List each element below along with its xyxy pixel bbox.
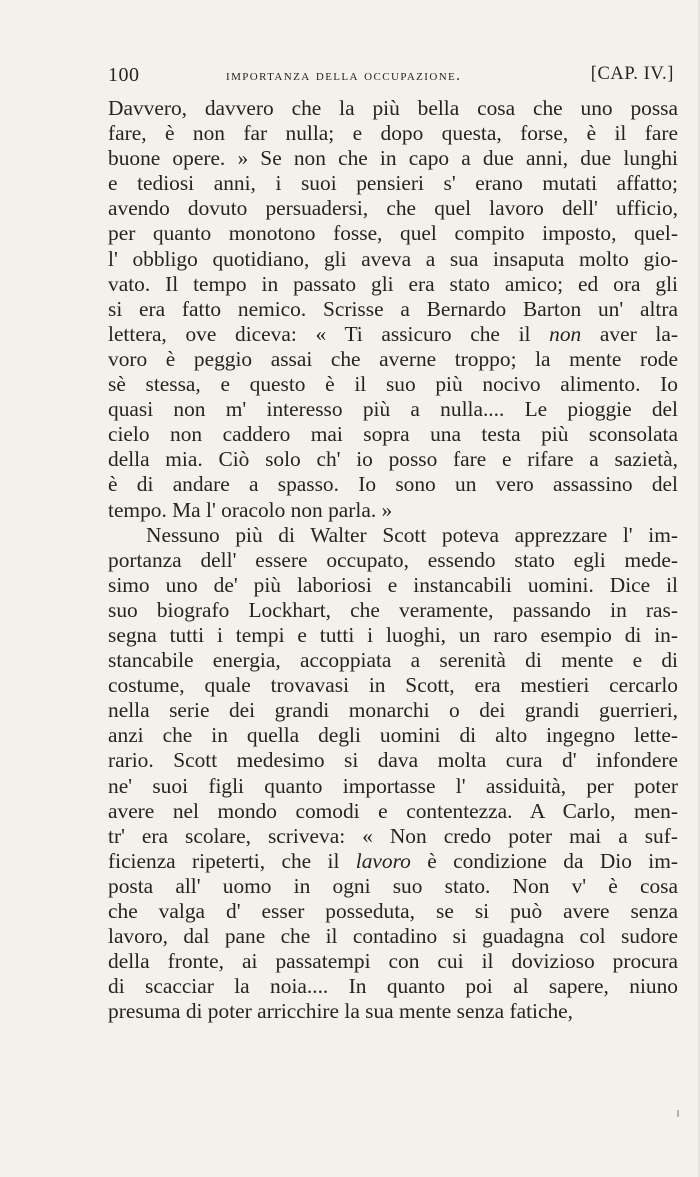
- text-line: ne' suoi figli quanto importasse l' assiduità, per poter: [108, 773, 678, 798]
- text-line: sè stessa, e questo è il suo più nocivo alimento. Io: [108, 372, 678, 397]
- paragraph-2: [108, 523, 678, 1025]
- text-line: cielo non caddero mai sopra una testa più sconsolata: [108, 422, 678, 447]
- text-line: segna tutti i tempi e tutti i luoghi, un raro esempio di in-: [108, 622, 678, 647]
- body-text: [108, 96, 678, 1024]
- text-line: buone opere. » Se non che in capo a due anni, due lunghi: [108, 146, 678, 171]
- text-line: vato. Il tempo in passato gli era stato amico; ed ora gli: [108, 271, 678, 296]
- text-line: presuma di poter arricchire la sua mente senza fatiche,: [108, 999, 574, 1024]
- text-line: simo uno de' più laboriosi e instancabili uomini. Dice il: [108, 572, 678, 597]
- text-line: di scacciar la noia.... In quanto poi al sapere, niuno: [108, 974, 678, 999]
- text-line-with-italic: [108, 849, 678, 874]
- text-line: lavoro, dal pane che il contadino si guadagna col sudore: [108, 924, 678, 949]
- paragraph-1: [108, 96, 678, 523]
- text-line: stancabile energia, accoppiata a serenità di mente e di: [108, 648, 678, 673]
- text-line: avendo dovuto persuadersi, che quel lavoro dell' ufficio,: [108, 196, 678, 221]
- text-line: voro è peggio assai che averne troppo; la mente rode: [108, 346, 678, 371]
- text-line: fare, è non far nulla; e dopo questa, forse, è il fare: [108, 121, 678, 146]
- page-number: 100: [108, 64, 140, 86]
- text-line: portanza dell' essere occupato, essendo stato egli mede-: [108, 547, 678, 572]
- text-line: nella serie dei grandi monarchi o dei grandi guerrieri,: [108, 698, 678, 723]
- chapter-marker: [CAP. IV.]: [590, 64, 674, 84]
- italic-emphasis: lavoro: [355, 848, 411, 873]
- text-segment: aver la-: [599, 321, 678, 346]
- running-header: [108, 64, 678, 92]
- text-line: Davvero, davvero che la più bella cosa che uno possa: [108, 96, 678, 120]
- running-title: importanza della occupazione.: [226, 67, 462, 84]
- text-line: della fronte, ai passatempi con cui il dovizioso procura: [108, 949, 678, 974]
- text-line: per quanto monotono fosse, quel compito imposto, quel-: [108, 221, 678, 246]
- text-line: tr' era scolare, scriveva: « Non credo poter mai a suf-: [108, 823, 678, 848]
- text-line: della mia. Ciò solo ch' io posso fare e rifare a sazietà,: [108, 447, 678, 472]
- text-line: posta all' uomo in ogni suo stato. Non v' è cosa: [108, 873, 678, 898]
- text-line: è di andare a spasso. Io sono un vero assassino del: [108, 472, 678, 497]
- margin-speck: [677, 1110, 679, 1117]
- text-line: avere nel mondo comodi e contentezza. A Carlo, men-: [108, 798, 678, 823]
- text-line: suo biografo Lockhart, che veramente, passando in ras-: [108, 597, 678, 622]
- text-line: che valga d' esser posseduta, se si può avere senza: [108, 899, 678, 923]
- text-segment: è condizione da Dio im-: [427, 848, 678, 873]
- text-line: costume, quale trovavasi in Scott, era mestieri cercarlo: [108, 673, 678, 698]
- text-line: l' obbligo quotidiano, gli aveva a sua insaputa molto gio-: [108, 246, 678, 271]
- text-line: rario. Scott medesimo si dava molta cura d' infondere: [108, 748, 678, 773]
- text-segment: ficienza ripeterti, che il: [108, 848, 340, 873]
- text-line: Nessuno più di Walter Scott poteva apprezzare l' im-: [146, 522, 678, 547]
- text-line: quasi non m' interesso più a nulla.... Le pioggie del: [108, 397, 678, 422]
- text-line: si era fatto nemico. Scrisse a Bernardo Barton un' altra: [108, 296, 678, 321]
- text-line: tempo. Ma l' oracolo non parla. »: [108, 497, 393, 522]
- text-segment: lettera, ove diceva: « Ti assicuro che il: [108, 321, 531, 346]
- italic-emphasis: non: [549, 321, 582, 346]
- text-line: e tediosi anni, i suoi pensieri s' erano mutati affatto;: [108, 171, 678, 196]
- text-line: anzi che in quella degli uomini di alto ingegno lette-: [108, 723, 678, 748]
- text-line-with-italic: [108, 322, 678, 347]
